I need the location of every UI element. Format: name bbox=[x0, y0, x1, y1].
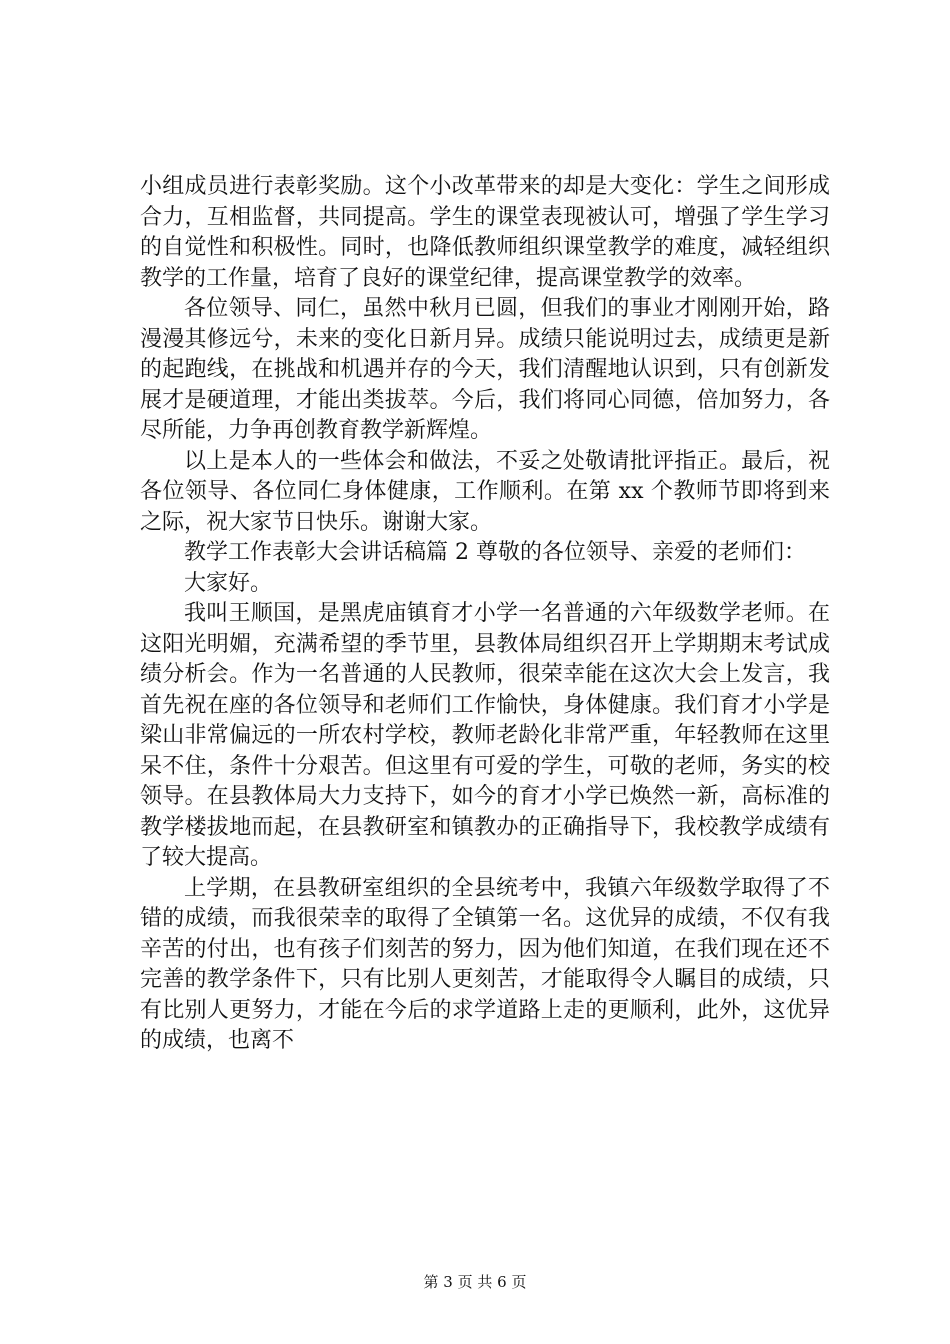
paragraph-1: 小组成员进行表彰奖励。这个小改革带来的却是大变化：学生之间形成合力，互相监督，共同提高。学生的课堂表现被认可，增强了学生学习的自觉性和积极性。同时，也降低教师组织课堂教学的难度，减轻组织教学的工作量，培育了良好的课堂纪律，提高课堂教学的效率。 bbox=[140, 174, 830, 291]
paragraph-6: 我叫王顺国，是黑虎庙镇育才小学一名普通的六年级数学老师。在这阳光明媚，充满希望的季节里，县教体局组织召开上学期期末考试成绩分析会。作为一名普通的人民教师，很荣幸能在这次大会上发言，我首先祝在座的各位领导和老师们工作愉快，身体健康。我们育才小学是梁山非常偏远的一所农村学校，教师老龄化非常严重，年轻教师在这里呆不住，条件十分艰苦。但这里有可爱的学生，可敬的老师，务实的校领导。在县教体局大力支持下，如今的育才小学已焕然一新，高标准的教学楼拔地而起，在县教研室和镇教办的正确指导下，我校教学成绩有了较大提高。 bbox=[140, 601, 830, 870]
paragraph-4: 教学工作表彰大会讲话稿篇 2 尊敬的各位领导、亲爱的老师们： bbox=[184, 540, 806, 565]
paragraph-7: 上学期，在县教研室组织的全县统考中，我镇六年级数学取得了不错的成绩，而我很荣幸的取得了全镇第一名。这优异的成绩，不仅有我辛苦的付出，也有孩子们刻苦的努力，因为他们知道，在我们现在还不完善的教学条件下，只有比别人更刻苦，才能取得令人瞩目的成绩，只有比别人更努力，才能在今后的求学道路上走的更顺利，此外，这优异的成绩，也离不 bbox=[140, 875, 830, 1053]
document-body bbox=[140, 172, 830, 1057]
page-footer: 第 3 页 共 6 页 bbox=[423, 1273, 527, 1291]
paragraph-5: 大家好。 bbox=[184, 570, 273, 596]
paragraph-2: 各位领导、同仁，虽然中秋月已圆，但我们的事业才刚刚开始，路漫漫其修远兮，未来的变化日新月异。成绩只能说明过去，成绩更是新的起跑线，在挑战和机遇并存的今天，我们清醒地认识到，只有创新发展才是硬道理，才能出类拔萃。今后，我们将同心同德，倍加努力，各尽所能，力争再创教育教学新辉煌。 bbox=[140, 296, 830, 443]
paragraph-3: 以上是本人的一些体会和做法，不妥之处敬请批评指正。最后，祝各位领导、各位同仁身体健康，工作顺利。在第 xx 个教师节即将到来之际，祝大家节日快乐。谢谢大家。 bbox=[140, 448, 830, 535]
